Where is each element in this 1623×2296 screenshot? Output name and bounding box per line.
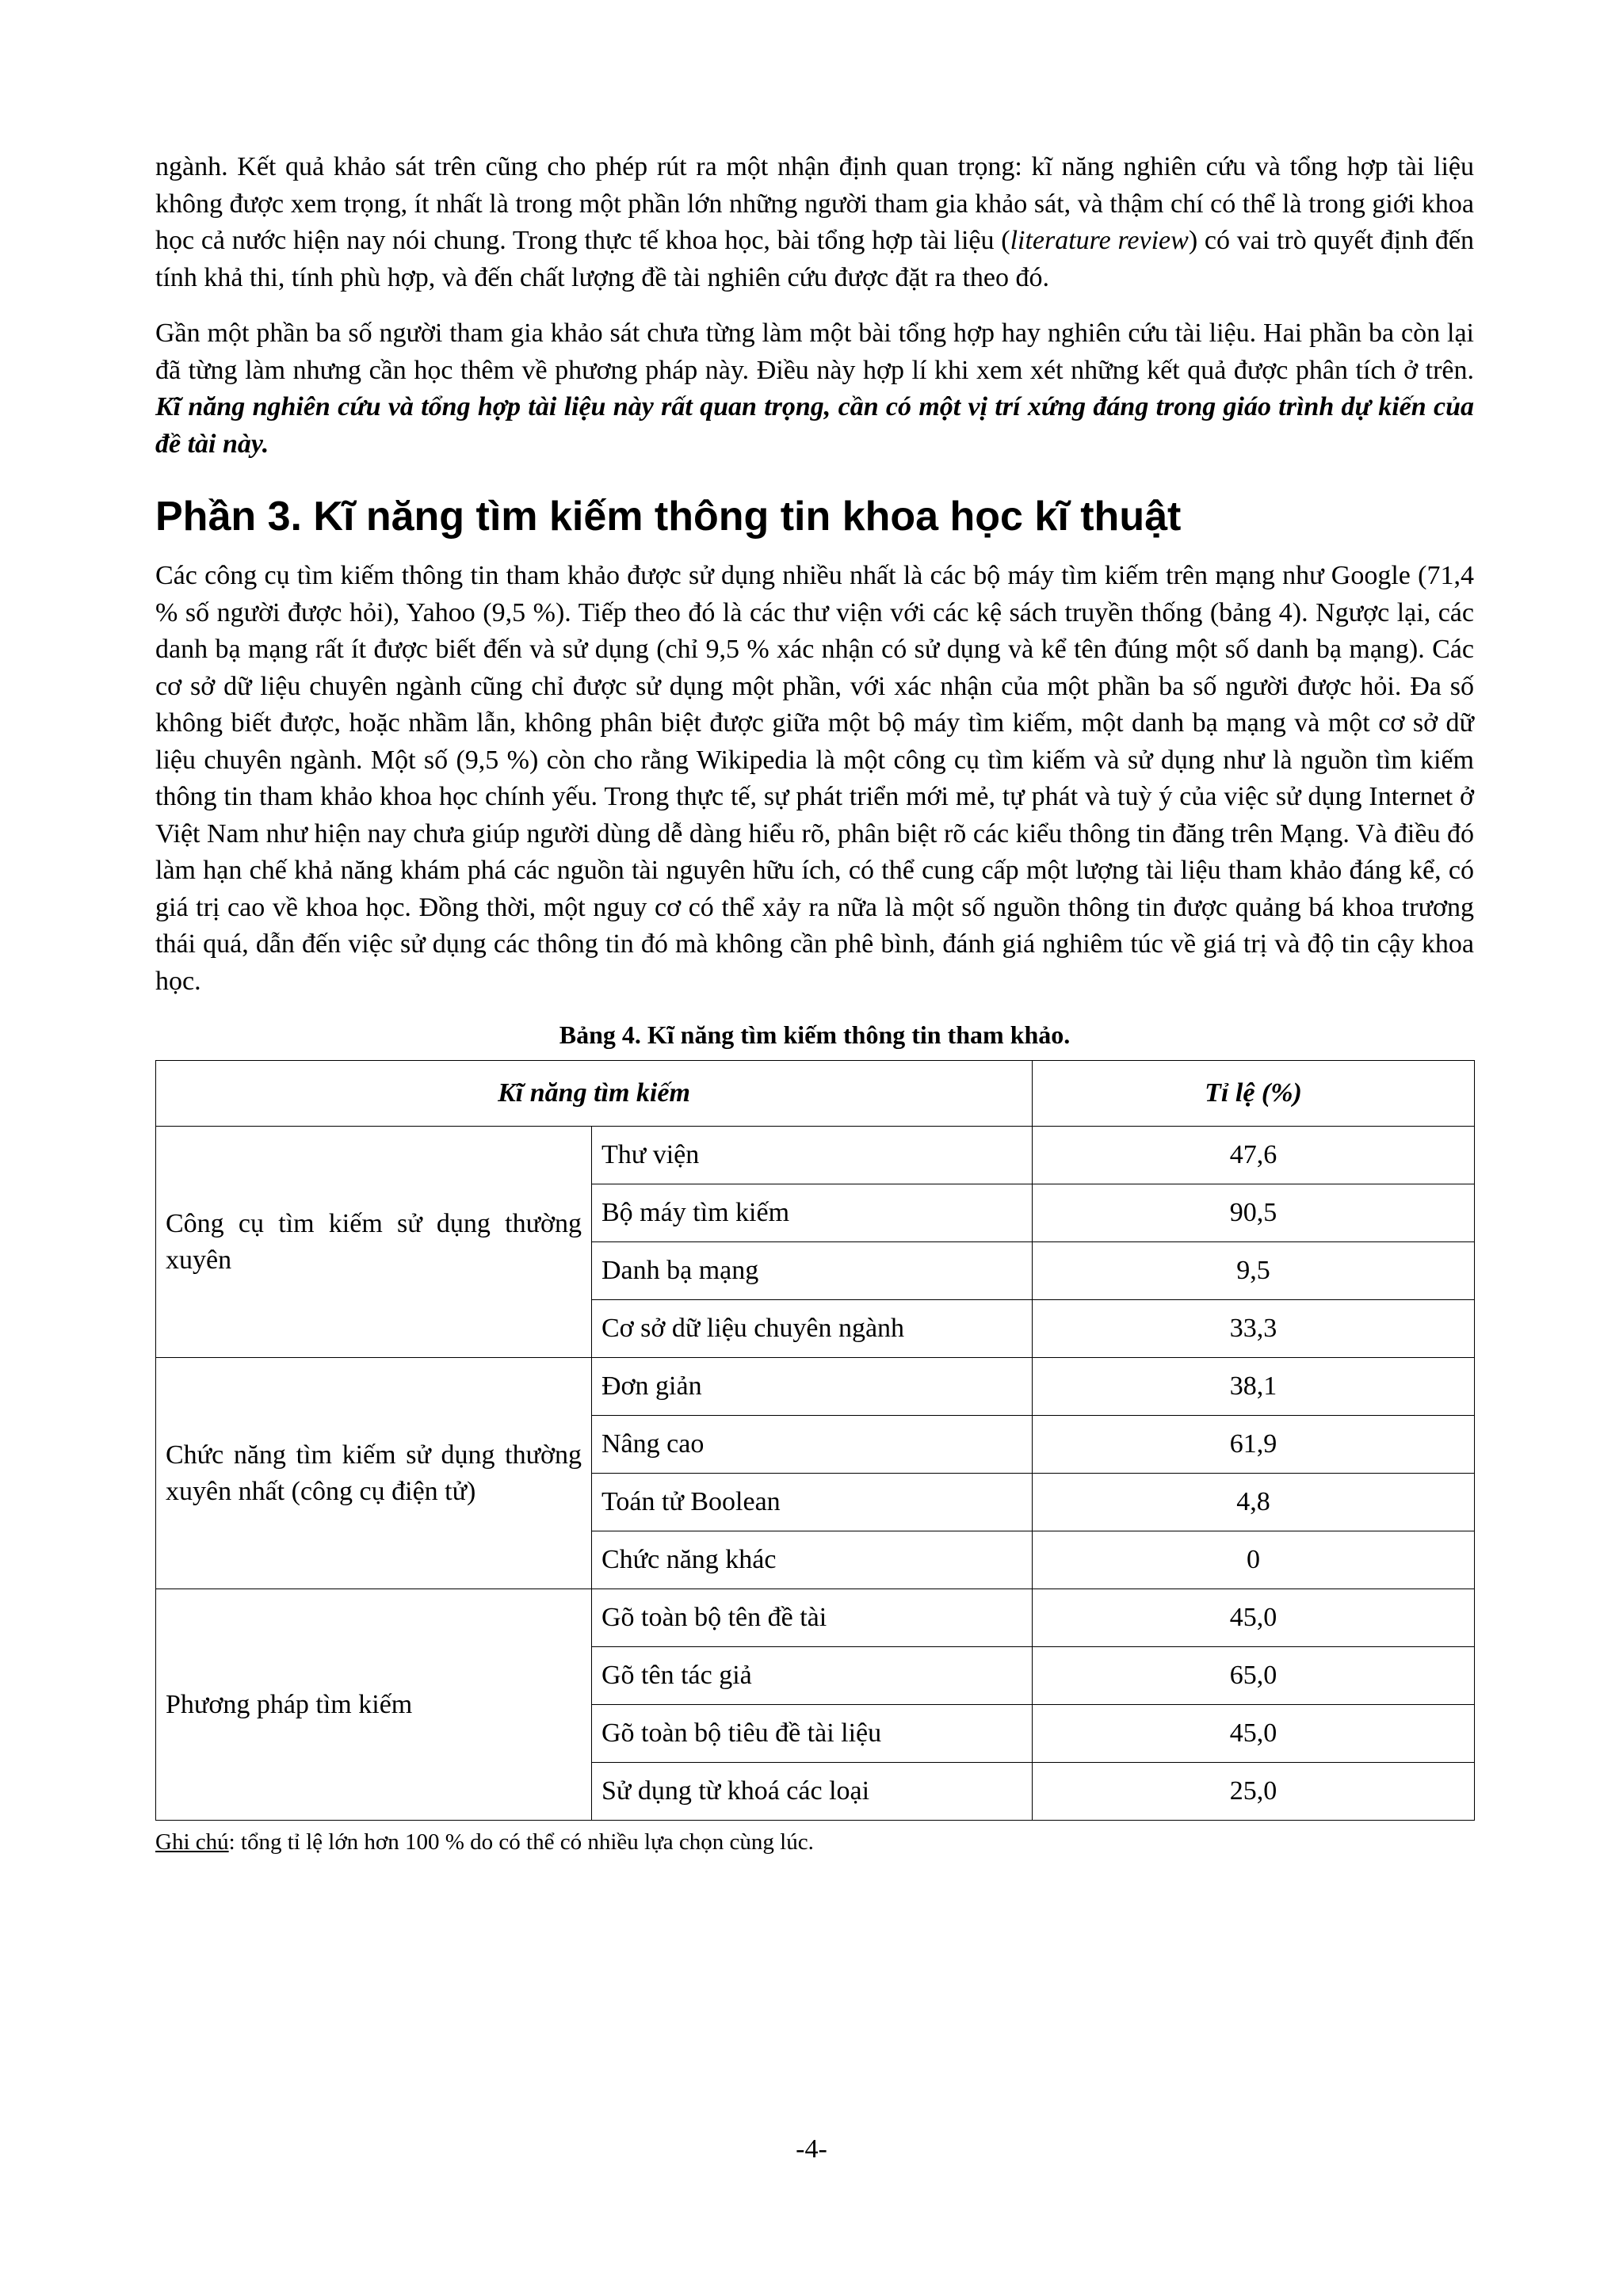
row-item: Chức năng khác (592, 1531, 1033, 1589)
row-value: 38,1 (1033, 1358, 1475, 1416)
row-item: Nâng cao (592, 1416, 1033, 1474)
row-value: 65,0 (1033, 1647, 1475, 1705)
note-text: : tổng tỉ lệ lớn hơn 100 % do có thể có nhiều lựa chọn cùng lúc. (228, 1829, 814, 1855)
row-value: 25,0 (1033, 1763, 1475, 1821)
group-label-1: Công cụ tìm kiếm sử dụng thường xuyên (156, 1127, 592, 1358)
paragraph-1-text-a: ngành. Kết quả khảo sát trên cũng cho phép rút ra một nhận định quan trọng: kĩ năng nghiên cứu và tổng hợp tài liệu không được xem trọng, ít nhất là trong một phần lớn những người tham gia khảo sát, và thậm chí có thể là trong giới khoa học cả nước hiện nay nói chung. Trong thực tế khoa học, bài tổng hợp tài liệu ( (155, 152, 1474, 255)
paragraph-1-italic-term: literature review (1010, 226, 1189, 255)
row-item: Danh bạ mạng (592, 1242, 1033, 1300)
row-value: 90,5 (1033, 1184, 1475, 1242)
row-item: Sử dụng từ khoá các loại (592, 1763, 1033, 1821)
table-caption: Bảng 4. Kĩ năng tìm kiếm thông tin tham khảo. (559, 1020, 1071, 1049)
row-value: 61,9 (1033, 1416, 1475, 1474)
row-item: Gõ toàn bộ tên đề tài (592, 1589, 1033, 1647)
header-skill: Kĩ năng tìm kiếm (156, 1061, 1033, 1127)
page-number: -4- (796, 2134, 827, 2164)
table-row (156, 1589, 1475, 1647)
paragraph-2-text: Gần một phần ba số người tham gia khảo sát chưa từng làm một bài tổng hợp hay nghiên cứu tài liệu. Hai phần ba còn lại đã từng làm nhưng cần học thêm về phương pháp này. Điều này hợp lí khi xem xét những kết quả được phân tích ở trên. (155, 318, 1474, 385)
row-item: Gõ toàn bộ tiêu đề tài liệu (592, 1705, 1033, 1763)
paragraph-2-emphasis: Kĩ năng nghiên cứu và tổng hợp tài liệu này rất quan trọng, cần có một vị trí xứng đáng trong giáo trình dự kiến của đề tài này. (155, 392, 1474, 459)
skills-table (155, 1060, 1475, 1821)
row-item: Toán tử Boolean (592, 1474, 1033, 1531)
paragraph-1 (155, 149, 1474, 296)
table-note (155, 1827, 1474, 1857)
paragraph-3: Các công cụ tìm kiếm thông tin tham khảo được sử dụng nhiều nhất là các bộ máy tìm kiếm trên mạng như Google (71,4 % số người được hỏi), Yahoo (9,5 %). Tiếp theo đó là các thư viện với các kệ sách truyền thống (bảng 4). Ngược lại, các danh bạ mạng rất ít được biết đến và sử dụng (chỉ 9,5 % xác nhận có sử dụng và kể tên đúng một số danh bạ mạng). Các cơ sở dữ liệu chuyên ngành cũng chỉ được sử dụng một phần, với xác nhận của một phần ba số người được hỏi. Đa số không biết được, hoặc nhầm lẫn, không phân biệt được giữa một bộ máy tìm kiếm, một danh bạ mạng và một cơ sở dữ liệu chuyên ngành. Một số (9,5 %) còn cho rằng Wikipedia là một công cụ tìm kiếm và sử dụng như là nguồn tìm kiếm thông tin tham khảo khoa học chính yếu. Trong thực tế, sự phát triển mới mẻ, tự phát và tuỳ ý của việc sử dụng Internet ở Việt Nam như hiện nay chưa giúp người dùng dễ dàng hiểu rõ, phân biệt rõ các kiểu thông tin đăng trên Mạng. Và điều đó làm hạn chế khả năng khám phá các nguồn tài nguyên hữu ích, có thể cung cấp một lượng tài liệu tham khảo đáng kể, có giá trị cao về khoa học. Đồng thời, một nguy cơ có thể xảy ra nữa là một số nguồn thông tin được quảng bá khoa trương thái quá, dẫn đến việc sử dụng các thông tin đó mà không cần phê bình, đánh giá nghiêm túc về giá trị và độ tin cậy khoa học. (155, 561, 1474, 996)
row-item: Cơ sở dữ liệu chuyên ngành (592, 1300, 1033, 1358)
table-header-row (156, 1061, 1475, 1127)
row-value: 0 (1033, 1531, 1475, 1589)
table-row (156, 1127, 1475, 1184)
row-value: 33,3 (1033, 1300, 1475, 1358)
row-item: Thư viện (592, 1127, 1033, 1184)
group-label-2: Chức năng tìm kiếm sử dụng thường xuyên nhất (công cụ điện tử) (156, 1358, 592, 1589)
row-value: 9,5 (1033, 1242, 1475, 1300)
row-value: 4,8 (1033, 1474, 1475, 1531)
note-label: Ghi chú (155, 1829, 229, 1855)
row-item: Bộ máy tìm kiếm (592, 1184, 1033, 1242)
paragraph-1-text-b: ) có vai trò quyết định đến tính khả thi, tính phù hợp, và đến chất lượng đề tài nghiên cứu được đặt ra theo đó. (155, 226, 1474, 292)
paragraph-2 (155, 315, 1474, 463)
row-value: 45,0 (1033, 1589, 1475, 1647)
group-label-3: Phương pháp tìm kiếm (156, 1589, 592, 1821)
row-item: Đơn giản (592, 1358, 1033, 1416)
row-item: Gõ tên tác giả (592, 1647, 1033, 1705)
section-heading: Phần 3. Kĩ năng tìm kiếm thông tin khoa học kĩ thuật (155, 494, 1182, 540)
row-value: 45,0 (1033, 1705, 1475, 1763)
row-value: 47,6 (1033, 1127, 1475, 1184)
header-rate: Tỉ lệ (%) (1033, 1061, 1475, 1127)
page-content (155, 149, 1474, 1857)
table-row (156, 1358, 1475, 1416)
